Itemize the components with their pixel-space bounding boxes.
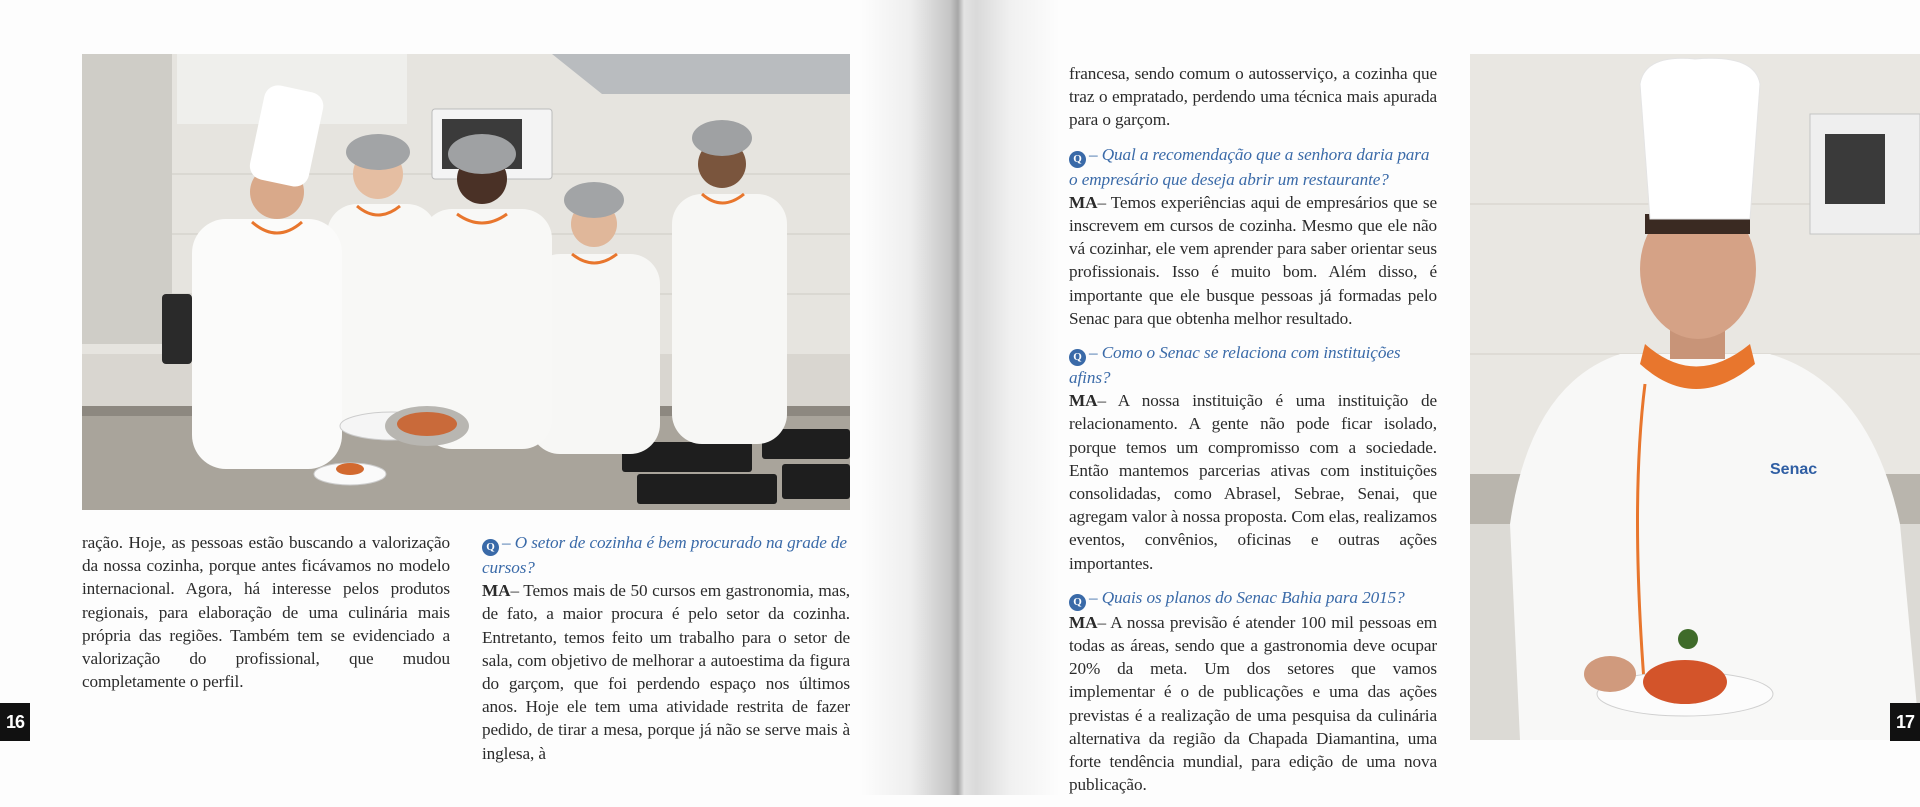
- left-page-column-2: [482, 531, 850, 776]
- interview-question: Q – Qual a recomendação que a senhora daria para o empresário que deseja abrir um restaurante?: [1069, 144, 1430, 189]
- interview-question: Q – Como o Senac se relaciona com instituições afins?: [1069, 343, 1401, 388]
- interview-question: Q – Quais os planos do Senac Bahia para 2015?: [1069, 586, 1437, 611]
- interview-answer: MA– Temos mais de 50 cursos em gastronomia, mas, de fato, a maior procura é pelo setor da cozinha. Entretanto, temos feito um trabalho para o setor de sala, com objetivo de melhorar a autoestima da figura do garçom, que foi perdendo espaço nos últimos anos. Hoje ele tem uma atividade restrita de fazer pedido, de tirar a mesa, porque já não se serve mais à inglesa, à: [482, 581, 850, 763]
- interview-answer: MA– A nossa previsão é atender 100 mil pessoas em todas as áreas, sendo que a gastronomia deve ocupar 20% da meta. Um dos setores que vamos implementar é o de publicações e uma das ações previstas é a realização de uma pesquisa da culinária alternativa da região da Chapada Diamantina, uma forte tendência mundial, para edição de uma nova publicação.: [1069, 612, 1437, 795]
- page-number-right: 17: [1890, 703, 1920, 741]
- speaker-label: MA: [482, 581, 511, 601]
- question-marker-icon: Q: [1069, 349, 1086, 366]
- chef-portrait-photo: [1470, 54, 1920, 740]
- left-page-column-1: [82, 531, 450, 704]
- body-paragraph: ração. Hoje, as pessoas estão buscando a valorização da nossa cozinha, porque antes ficávamos no modelo internacional. Agora, há interesse pelos produtos regionais, para elaboração de uma culinária mais própria das regiões. Também tem se evidenciado a valorização do profissional, que mudou completamente o perfil.: [82, 533, 450, 692]
- interview-answer: MA– A nossa instituição é uma instituição de relacionamento. A gente não pode ficar isolado, porque temos um compromisso com a sociedade. Então mantemos parcerias ativas com instituições consolidadas, como Abrasel, Sebrae, Senai, que agregam valor à nossa proposta. Com elas, realizamos eventos, convênios, oficinas e outras ações importantes.: [1069, 391, 1437, 573]
- kitchen-group-photo: [82, 54, 850, 510]
- interview-question: Q – O setor de cozinha é bem procurado na grade de cursos?: [482, 533, 847, 577]
- interview-answer: MA– Temos experiências aqui de empresários que se inscrevem em cursos de cozinha. Mesmo que ele não vá cozinhar, ele vem aprender para saber orientar seus profissionais. Isso é muito bom. Além disso, é importante que ele busque pessoas já formadas pelo Senac para que obtenha melhor resultado.: [1069, 192, 1437, 328]
- speaker-label: MA: [1069, 391, 1098, 411]
- speaker-label: MA: [1069, 612, 1098, 632]
- page-gutter-shadow: [860, 0, 1060, 795]
- body-paragraph: francesa, sendo comum o autosserviço, a cozinha que traz o empratado, perdendo uma técnica mais apurada para o garçom.: [1069, 64, 1437, 130]
- question-marker-icon: Q: [1069, 594, 1086, 611]
- right-page-column: [1069, 62, 1437, 807]
- question-marker-icon: Q: [1069, 151, 1086, 168]
- speaker-label: MA: [1069, 192, 1098, 212]
- question-marker-icon: Q: [482, 539, 499, 556]
- page-number-left: 16: [0, 703, 30, 741]
- senac-logo: Senac: [1770, 461, 1818, 478]
